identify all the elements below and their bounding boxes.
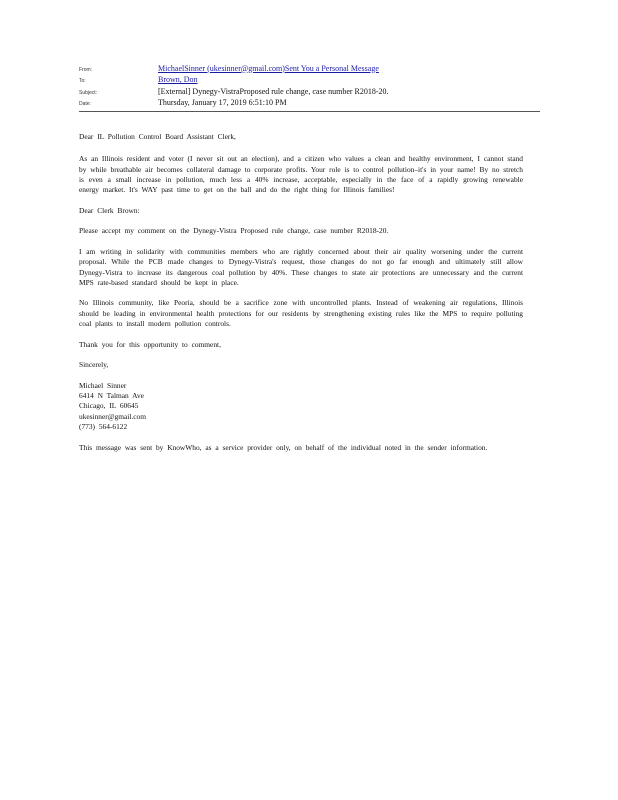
subject-label: Subject: [79, 89, 98, 96]
paragraph-3: I am writing in solidarity with communities members who are rightly concerned about their air quality worsening under the current proposal. While the PCB made changes to Dynegy-Vistra's request, those changes do not go far enough and ultimately still allow Dynegy-Vistra to increase its dangerous coal pollution by 40%. These changes to state air protections are unnecessary and the current MPS rate-based standard should be kept in place. [79, 246, 523, 287]
signature-email: ukesinner@gmail.com [79, 411, 146, 421]
header-divider [79, 111, 540, 112]
to-link[interactable]: Brown, Don [158, 75, 198, 84]
signature-block [79, 381, 523, 432]
email-header [79, 61, 539, 107]
date-value: Thursday, January 17, 2019 6:51:10 PM [158, 98, 287, 107]
paragraph-4: No Illinois community, like Peoria, should be a sacrifice zone with uncontrolled plants. Instead of weakening air regulations, Illinois should be leading in environmental health protections for our residents by strengthening existing rules like the MPS to require polluting coal plants to install modern pollution controls. [79, 298, 523, 329]
from-row [79, 61, 539, 73]
signature-address: 6414 N Talman Ave [79, 391, 144, 401]
greeting-2: Dear Clerk Brown: [79, 205, 140, 215]
from-label: From: [79, 66, 93, 73]
date-label: Date: [79, 101, 91, 107]
thanks-line: Thank you for this opportunity to comment, [79, 339, 221, 349]
subject-value: [External] Dynegy-VistraProposed rule change, case number R2018-20. [158, 86, 389, 96]
to-label: To: [79, 78, 86, 84]
signature-phone: (773) 564-6122 [79, 422, 128, 432]
subject-row [79, 84, 539, 96]
paragraph-2: Please accept my comment on the Dynegy-Vistra Proposed rule change, case number R2018-20. [79, 226, 389, 236]
signature-name: Michael Sinner [79, 380, 127, 390]
to-row [79, 73, 539, 85]
paragraph-1: As an Illinois resident and voter (I never sit out an election), and a citizen who values a clean and healthy environment, I cannot stand by while breathable air becomes collateral damage to corporate profits. Your role is to control pollution–it's in your name! By no stretch is even a small increase in pollution, much less a 40% increase, acceptable, especially in the face of a rapidly growing renewable energy market. It's WAY past time to get on the ball and do the right thing for Illinois families! [79, 154, 523, 195]
email-body [79, 132, 523, 463]
date-row [79, 96, 539, 108]
greeting: Dear IL Pollution Control Board Assistant Clerk, [79, 132, 236, 141]
closing: Sincerely, [79, 360, 109, 370]
footer-note: This message was sent by KnowWho, as a service provider only, on behalf of the individual noted in the sender information. [79, 442, 488, 452]
signature-city: Chicago, IL 60645 [79, 401, 139, 411]
from-link[interactable]: MichaelSinner (ukesinner@gmail.com)Sent You a Personal Message [158, 63, 379, 73]
